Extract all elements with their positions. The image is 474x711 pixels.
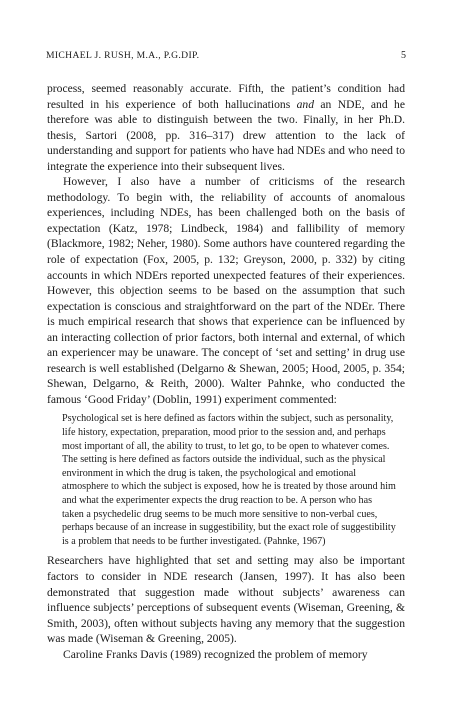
page-number: 5 xyxy=(401,50,406,61)
paragraph-1-end: an NDE, and he therefore was able to distinguish between the two. Finally, in her Ph.D. thesis, Sartori (2008, pp. 316–317) drew attention to the lack of understanding and support for patients who have had NDEs and who need to integrate the experience into their subsequent lives. xyxy=(47,97,405,173)
paragraph-3: Researchers have highlighted that set and setting may also be important factors to consider in NDE research (Jansen, 1997). It has also been demonstrated that suggestion made without subjects’ awareness can influence subjects’ perceptions of subsequent events (Wiseman, Greening, & Smith, 2003), often without subjects having any memory that the suggestion was made (Wiseman & Greening, 2005). xyxy=(47,554,405,646)
paragraph-1 xyxy=(47,81,405,174)
paragraph-4: Caroline Franks Davis (1989) recognized the problem of memory xyxy=(63,647,368,661)
block-quote-pahnke: Psychological set is here defined as factors within the subject, such as personality, life history, expectation, preparation, mood prior to the session and, and perhaps most important of all, the ability to trust, to let go, to be open to whatever comes. The setting is here defined as factors outside the individual, such as the physical environment in which the drug is taken, the psychological and emotional atmosphere to which the subject is exposed, how he is treated by those around him and what the experimenter expects the drug reaction to be. A person who has taken a psychedelic drug seems to be much more sensitive to non-verbal cues, perhaps because of an increase in suggestibility, but the exact role of suggestibility is a problem that needs to be further investigated. (Pahnke, 1967) xyxy=(62,413,396,547)
body-text xyxy=(47,81,405,662)
paragraph-2: However, I also have a number of criticisms of the research methodology. To begin with, the reliability of accounts of anomalous experiences, including NDEs, has been challenged both on the basis of expectation (Katz, 1978; Lindbeck, 1984) and fallibility of memory (Blackmore, 1982; Neher, 1980). Some authors have countered regarding the role of expectation (Fox, 2005, p. 132; Greyson, 2000, p. 332) by citing accounts in which NDErs reported unexpected features of their experiences. However, this objection seems to be based on the assumption that such expectation is conscious and straightforward on the part of the NDEr. There is much empirical research that shows that experience can be influenced by an interacting collection of prior factors, both internal and external, of which an experiencer may be unaware. The concept of ‘set and setting’ in drug use research is well established (Delgarno & Shewan, 2005; Hood, 2005, p. 354; Shewan, Delgarno, & Reith, 2000). Walter Pahnke, who conducted the famous ‘Good Friday’ (Doblin, 1991) experiment commented: xyxy=(47,175,405,406)
running-head xyxy=(46,50,406,61)
running-head-author: MICHAEL J. RUSH, M.A., P.G.DIP. xyxy=(46,50,200,61)
emphasis-and: and xyxy=(296,97,314,111)
paragraph-1-start: process, seemed reasonably accurate. Fifth, the patient’s condition had resulted in his experience of both hallucinations xyxy=(47,82,405,111)
